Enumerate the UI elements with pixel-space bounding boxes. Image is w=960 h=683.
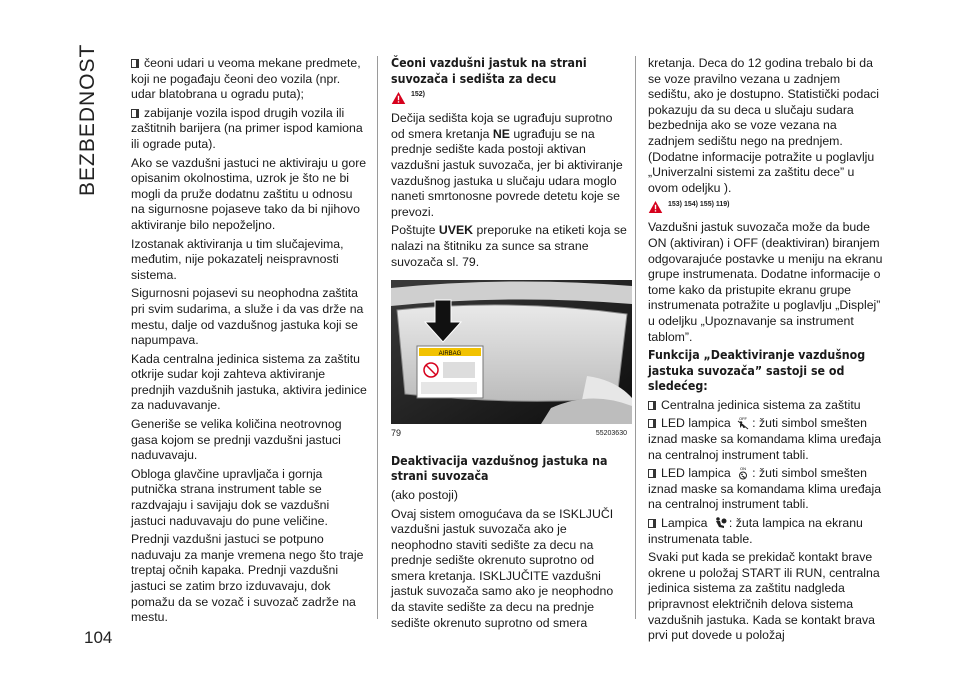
paragraph: Prednji vazdušni jastuci se potpuno naduvaju za manje vremena nego što traje treptaj očnih kapaka. Prednji vazdušni jastuci se zatim brzo izduvavaju, dok pomažu da se vozač i suvozač zadrže na mestu. — [131, 532, 364, 625]
text-run: Poštujte — [391, 223, 439, 238]
sun-visor-illustration — [391, 280, 632, 424]
emphasis: UVEK — [438, 223, 474, 238]
paragraph: Vazdušni jastuk suvozača može da bude ON (aktiviran) i OFF (deaktiviran) biranjem odgovarajuće postavke u meniju na ekranu grupe instrumenata. Dodatne informacije o tome kako da pristupite ekranu grupe instrumenata potražite u poglavlju „Displej” u odeljku „Upoznavanje sa instrument tablom”. — [648, 220, 883, 344]
text-run: Dečija sedišta koja se ugrađuju suprotno od smera kretanja — [391, 111, 613, 141]
figure-number: 79 — [391, 428, 402, 439]
bullet-icon — [131, 59, 139, 68]
paragraph — [391, 111, 627, 220]
section-heading: Deaktivacija vazdušnog jastuka na strani suvozača — [391, 453, 608, 484]
passenger-airbag-on-icon — [736, 466, 750, 480]
warning-reference — [648, 199, 884, 215]
list-item-text: : žuta lampica na ekranu instrumenata table. — [648, 516, 863, 546]
list-item-text: čeoni udari u veoma mekane predmete, koji ne pogađaju čeoni deo vozila (npr. udar blatobrana u ogradu puta); — [131, 56, 361, 102]
sun-visor-figure — [391, 280, 632, 424]
paragraph: Kada centralna jedinica sistema za zaštitu otkrije sudar koji zahteva aktiviranje prednjih vazdušnih jastuka, aktivira jedinice za naduvavanje. — [131, 351, 367, 413]
list-item — [648, 416, 884, 463]
passenger-airbag-off-icon — [736, 416, 750, 430]
paragraph: Generiše se velika količina neotrovnog gasa kojom se prednji vazdušni jastuci naduvavaju. — [131, 417, 342, 463]
section-heading: Čeoni vazdušni jastuk na strani suvozača i sedišta za decu — [391, 56, 587, 86]
airbag-label-text: AIRBAG — [438, 351, 462, 358]
column-2 — [391, 56, 627, 634]
list-item — [131, 56, 367, 103]
text-run: preporuke na etiketi koja se nalazi na štitniku za sunce sa strane suvozača sl. 79. — [391, 223, 627, 269]
paragraph: Ako se vazdušni jastuci ne aktiviraju u gore opisanim okolnostima, uzrok je što ne bi mogli da pruže dodatnu zaštitu u odnosu na sigurnosne pojaseve tako da bi njihovo aktiviranje bilo nepoželjno. — [131, 155, 367, 232]
warning-ref-numbers: 152) — [411, 91, 426, 99]
paragraph: Sigurnosni pojasevi su neophodna zaštita pri svim sudarima, a služe i da vas drže na mestu, dalje od vazdušnog jastuka koji se napumpava. — [131, 286, 364, 348]
paragraph: Obloga glavčine upravljača i gornja putnička strana instrument table se razdvajaju i savijaju dok se vazdušni jastuci naduvavaju do pune veličine. — [131, 466, 330, 528]
list-item — [648, 516, 884, 547]
icon-off-label: OFF — [739, 416, 748, 422]
list-item — [648, 398, 884, 414]
list-item-text: LED lampica — [661, 416, 735, 431]
section-title: BEZBEDNOST — [76, 43, 99, 196]
list-item-text: zabijanje vozila ispod drugih vozila ili zaštitnih barijera (na primer ispod kamiona ili ograde puta). — [131, 105, 363, 151]
bullet-icon — [648, 519, 656, 528]
column-divider-2 — [635, 56, 636, 619]
section-heading: Funkcija „Deaktiviranje vazdušnog jastuka suvozača” sastoji se od sledećeg: — [648, 348, 866, 394]
figure-code: 55203630 — [595, 430, 627, 438]
list-item-text: LED lampica — [661, 466, 735, 481]
warning-ref-numbers: 153) 154) 155) 119) — [668, 200, 730, 208]
bullet-icon — [648, 469, 656, 478]
bullet-icon — [648, 419, 656, 428]
column-1 — [131, 56, 367, 629]
list-item-text: : žuti simbol smešten iznad maske sa komandama klima uređaja na centralnoj instrument tabli. — [648, 416, 882, 462]
paragraph: (ako postoji) — [391, 487, 458, 502]
paragraph: Izostanak aktiviranja u tim slučajevima, međutim, nije pokazatelj neispravnosti sistema. — [131, 236, 344, 282]
page-number: 104 — [84, 628, 113, 647]
figure-caption — [391, 426, 627, 442]
paragraph: Ovaj sistem omogućava da se ISKLJUČI vazdušni jastuk suvozača ako je neophodno staviti sedište za decu na prednje sedište okrenuto suprotno od smera kretanja. ISKLJUČITE vazdušni jastuk suvozača samo ako je neophodno da stavite sedište za decu na prednje sedište okrenuto suprotno od smera — [391, 506, 614, 630]
warning-triangle-icon — [648, 200, 663, 214]
list-item-text: : žuti simbol smešten iznad maske sa komandama klima uređaja na centralnoj instrument tabli. — [648, 466, 882, 512]
airbag-warning-lamp-icon — [713, 516, 727, 530]
text-run: ugrađuju se na prednje sedište kada postoji aktivan vazdušni jastuk suvozača, jer bi aktiviranje vazdušnog jastuka u slučaju udara moglo naneti smrtonosne povrede detetu koje se prevozi. — [391, 126, 623, 219]
list-item-text: Lampica — [661, 516, 711, 531]
column-divider-1 — [377, 56, 378, 619]
list-item-text: Centralna jedinica sistema za zaštitu — [661, 397, 861, 412]
bullet-icon — [131, 109, 139, 118]
warning-reference — [391, 90, 627, 106]
column-3 — [648, 56, 884, 647]
bullet-icon — [648, 401, 656, 410]
warning-triangle-icon — [391, 91, 406, 105]
list-item — [648, 466, 884, 513]
icon-on-label: ON — [740, 466, 747, 472]
emphasis: NE — [492, 126, 510, 141]
list-item — [131, 106, 367, 153]
paragraph — [391, 223, 627, 270]
paragraph: kretanja. Deca do 12 godina trebalo bi da se voze pravilno vezana u zadnjem sedištu, ako je dostupno. Statistički podaci pokazuju da su deca u slučaju sudara bezbednija ako se voze vezana na zadnjem sedištu nego na prednjem. (Dodatne informacije potražite u poglavlju „Univerzalni sistemi za zaštitu dece” u ovom odeljku ). — [648, 56, 880, 195]
paragraph: Svaki put kada se prekidač kontakt bravе okrene u položaj START ili RUN, centralna jedinica sistema za zaštitu nadgleda pripravnost električnih delova sistema vazdušnih jastuka. Kada se kontakt brava prvi put dovede u položaj — [648, 550, 880, 643]
